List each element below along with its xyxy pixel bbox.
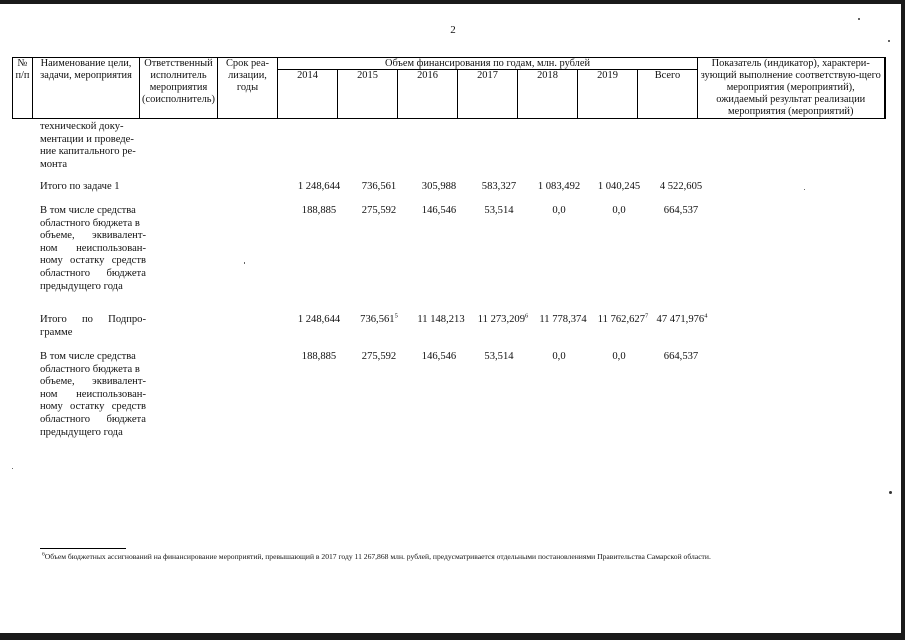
regional-1-2019: 0,0: [612, 205, 626, 216]
program-total-2019: [592, 314, 654, 326]
description-line: объеме, эквивалент-: [40, 376, 146, 388]
header-total: Всего: [638, 70, 698, 119]
value-text: 47 471,976: [656, 314, 705, 325]
description-line: технической доку-: [40, 121, 124, 132]
regional-1-2018: 0,0: [552, 205, 566, 216]
footnote-separator: [40, 548, 126, 549]
description-line: областного бюджета: [40, 267, 146, 279]
footnote-mark: 6: [42, 551, 45, 558]
program-total-2018: [532, 314, 594, 326]
description-line: В том числе средства: [40, 351, 136, 362]
description-line: ном неиспользован-: [40, 242, 146, 254]
program-total-2015: [348, 314, 410, 326]
task-total-label: Итого по задаче 1: [40, 181, 120, 192]
scan-edge-right: [901, 0, 905, 640]
header-year-2014: 2014: [278, 70, 338, 119]
description-line: В том числе средства: [40, 205, 136, 216]
regional-2-2019: 0,0: [612, 351, 626, 362]
value-text: 736,561: [360, 314, 395, 325]
scan-speck: [858, 18, 860, 20]
scan-speck: [804, 189, 805, 190]
task-total-2014: 1 248,644: [297, 181, 341, 192]
table-header: [12, 57, 886, 119]
page-number: 2: [450, 24, 456, 36]
description-line: грамме: [40, 326, 73, 338]
regional-1-2017: 53,514: [484, 205, 514, 216]
value-text: 11 778,374: [539, 314, 587, 325]
regional-1-2015: 275,592: [361, 205, 397, 216]
footnote-ref: 7: [645, 312, 649, 320]
header-col-name: Наименование цели, задачи, мероприятия: [33, 58, 140, 119]
task-total-sum: 4 522,605: [659, 181, 703, 192]
regional-1-2014: 188,885: [301, 205, 337, 216]
footnote-ref: 5: [394, 312, 398, 320]
regional-2-2016: 146,546: [421, 351, 457, 362]
description-line: предыдущего года: [40, 280, 123, 292]
header-year-2016: 2016: [398, 70, 458, 119]
continued-description: [40, 121, 146, 171]
task-total-2019: 1 040,245: [597, 181, 641, 192]
regional-1-2016: 146,546: [421, 205, 457, 216]
scan-edge-bottom: [0, 633, 905, 640]
program-total-2016: [410, 314, 472, 326]
footnote-ref: 6: [525, 312, 529, 320]
description-line: ному остатку средств: [40, 401, 146, 413]
footnote-ref: 4: [704, 312, 708, 320]
description-line: областного бюджета: [40, 413, 146, 425]
value-text: 11 148,213: [417, 314, 465, 325]
description-line: ментации и проведе-: [40, 133, 134, 145]
task-total-2017: 583,327: [481, 181, 517, 192]
program-total-label: [40, 314, 146, 339]
description-line: ном неиспользован-: [40, 388, 146, 400]
description-line: объеме, эквивалент-: [40, 230, 146, 242]
footnote: [42, 552, 711, 561]
scan-speck: [244, 262, 245, 264]
regional-2-sum: 664,537: [663, 351, 699, 362]
regional-2-2017: 53,514: [484, 351, 514, 362]
footnote-text: Объем бюджетных ассигнований на финансирование мероприятий, превышающий в 2017 году 11 267,868 млн. рублей, предусматривается отдельными постановлениями Правительства Самарской области.: [44, 552, 711, 561]
regional-2-2014: 188,885: [301, 351, 337, 362]
header-year-2015: 2015: [338, 70, 398, 119]
scan-edge-top: [0, 0, 905, 4]
header-col-number: № п/п: [13, 58, 33, 119]
program-total-2014: [288, 314, 350, 326]
regional-budget-description-1: [40, 205, 146, 293]
header-col-period: Срок реа-лизации, годы: [218, 58, 278, 119]
value-text: 11 273,209: [477, 314, 526, 325]
header-year-2019: 2019: [578, 70, 638, 119]
header-year-2018: 2018: [518, 70, 578, 119]
program-total-2017: [472, 314, 534, 326]
header-col-responsible: Ответственный исполнитель мероприятия (соисполнитель): [140, 58, 218, 119]
task-total-2018: 1 083,492: [537, 181, 581, 192]
description-line: ному остатку средств: [40, 255, 146, 267]
description-line: предыдущего года: [40, 426, 123, 438]
header-year-2017: 2017: [458, 70, 518, 119]
header-col-funding: Объем финансирования по годам, млн. рублей: [278, 58, 698, 70]
regional-budget-description-2: [40, 351, 146, 439]
value-text: 1 248,644: [297, 314, 341, 325]
scan-speck: [888, 40, 890, 42]
description-line: ние капитального ре-: [40, 146, 136, 158]
task-total-2016: 305,988: [421, 181, 457, 192]
description-line: областного бюджета в: [40, 363, 140, 375]
description-line: областного бюджета в: [40, 217, 140, 229]
header-col-indicator: Показатель (индикатор), характери-зующий выполнение соответствую-щего мероприятия (мероприятий), ожидаемый результат реализации мероприятия (мероприятий): [698, 58, 885, 119]
scan-speck: [12, 468, 13, 469]
task-total-2015: 736,561: [361, 181, 397, 192]
regional-2-2018: 0,0: [552, 351, 566, 362]
regional-2-2015: 275,592: [361, 351, 397, 362]
program-total-sum: [651, 314, 713, 326]
regional-1-sum: 664,537: [663, 205, 699, 216]
value-text: 11 762,627: [597, 314, 646, 325]
description-line: монта: [40, 158, 68, 170]
scan-speck: [889, 491, 892, 494]
description-line: Итого по Подпро-: [40, 314, 146, 325]
